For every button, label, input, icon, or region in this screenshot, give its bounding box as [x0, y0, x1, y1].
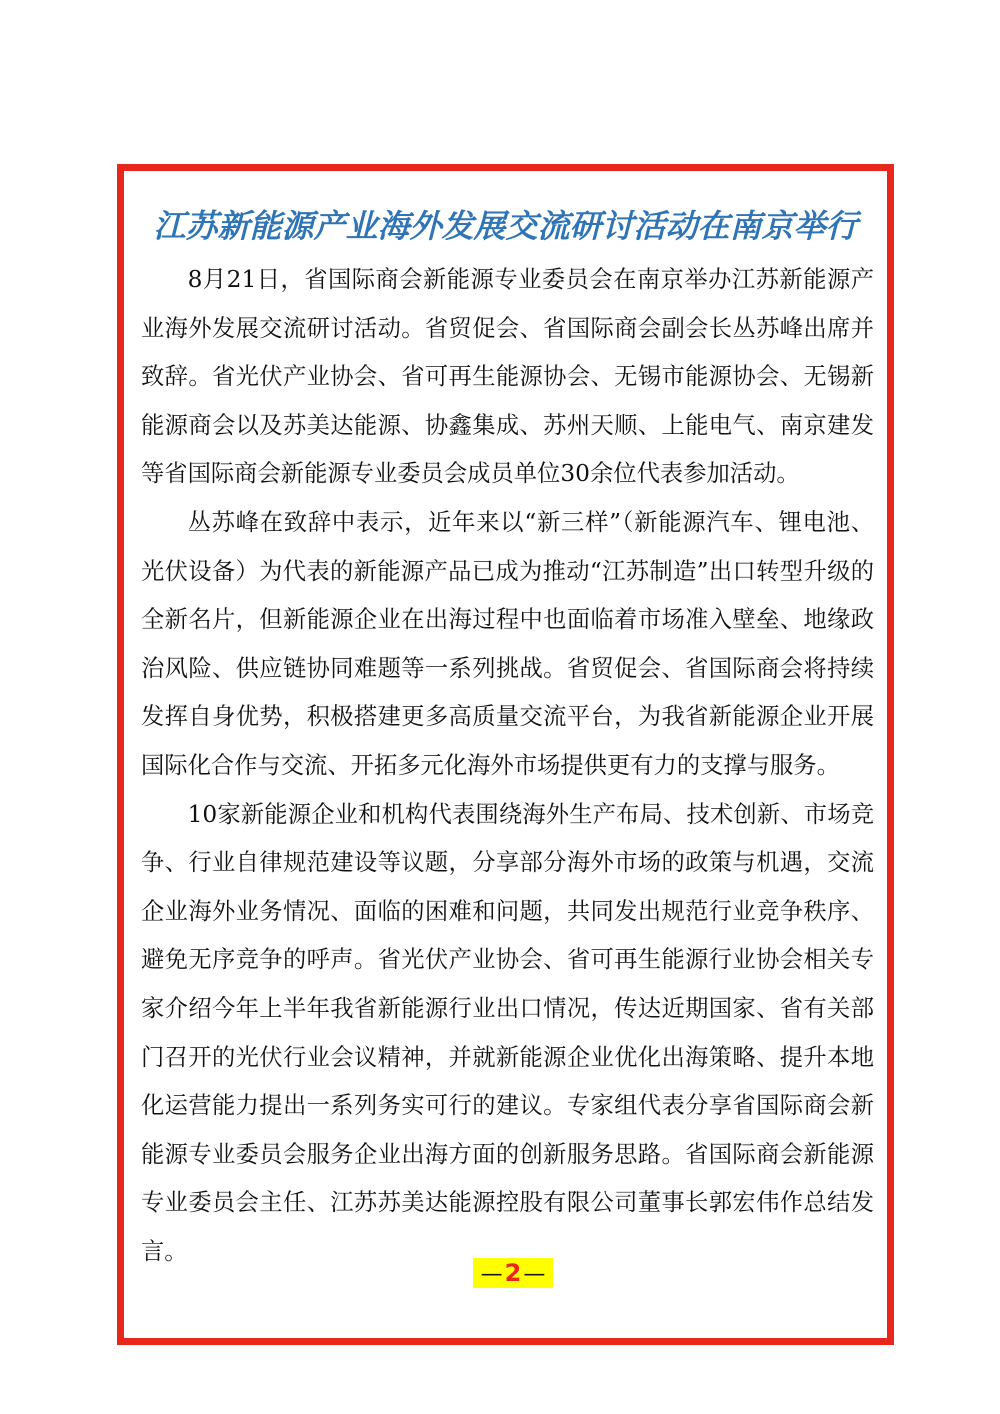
paragraph-3: 10家新能源企业和机构代表围绕海外生产布局、技术创新、市场竞争、行业自律规范建设等议题，分享部分海外市场的政策与机遇，交流企业海外业务情况、面临的困难和问题，共同发出规范行业竞争秩序、避免无序竞争的呼声。省光伏产业协会、省可再生能源行业协会相关专家介绍今年上半年我省新能源行业出口情况，传达近期国家、省有关部门召开的光伏行业会议精神，并就新能源企业优化出海策略、提升本地化运营能力提出一系列务实可行的建议。专家组代表分享省国际商会新能源专业委员会服务企业出海方面的创新服务思路。省国际商会新能源专业委员会主任、江苏苏美达能源控股有限公司董事长郭宏伟作总结发言。: [141, 800, 874, 1265]
page-number-right-dash: —: [523, 1262, 546, 1287]
paragraph-1: 8月21日，省国际商会新能源专业委员会在南京举办江苏新能源产业海外发展交流研讨活动。省贸促会、省国际商会副会长丛苏峰出席并致辞。省光伏产业协会、省可再生能源协会、无锡市能源协会、无锡新能源商会以及苏美达能源、协鑫集成、苏州天顺、上能电气、南京建发等省国际商会新能源专业委员会成员单位30余位代表参加活动。: [141, 266, 874, 488]
article-title: 江苏新能源产业海外发展交流研讨活动在南京举行: [153, 207, 858, 245]
page-number-left-dash: —: [480, 1262, 503, 1287]
article-body: [141, 256, 874, 1276]
page-number: [473, 1258, 553, 1288]
page-frame: [117, 164, 894, 1345]
page-number-value: 2: [504, 1259, 522, 1287]
paragraph-2: 丛苏峰在致辞中表示，近年来以“新三样”（新能源汽车、锂电池、光伏设备）为代表的新能源产品已成为推动“江苏制造”出口转型升级的全新名片，但新能源企业在出海过程中也面临着市场准入壁垒、地缘政治风险、供应链协同难题等一系列挑战。省贸促会、省国际商会将持续发挥自身优势，积极搭建更多高质量交流平台，为我省新能源企业开展国际化合作与交流、开拓多元化海外市场提供更有力的支撑与服务。: [141, 508, 874, 779]
